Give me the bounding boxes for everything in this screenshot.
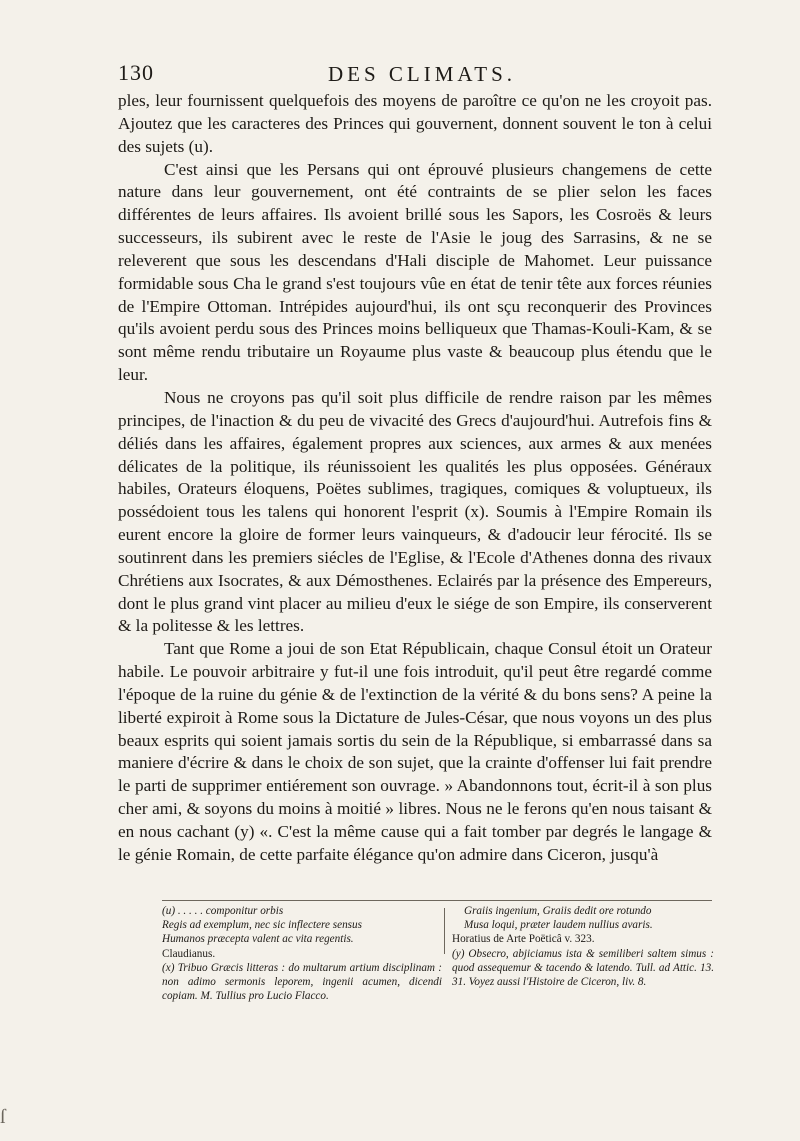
footnotes-right-column <box>452 904 714 989</box>
page-header <box>118 60 712 86</box>
page-number: 130 <box>118 60 154 85</box>
footnote-y: (y) Obsecro, abjiciamus ista & semiliberi saltem simus : quod assequemur & tacendo & latendo. Tull. ad Attic. 13. 31. Voyez aussi l'Histoire de Ciceron, liv. 8. <box>452 947 714 989</box>
footnote-column-divider <box>444 908 445 954</box>
footnote-rule <box>162 900 712 901</box>
footnote-u-line: Humanos præcepta valent ac vita regentis. <box>162 933 354 946</box>
footnote-u-line: (u) . . . . . componitur orbis <box>162 905 284 917</box>
footnote-u-line: Claudianus. <box>162 947 216 960</box>
margin-mark: ſ <box>0 1106 6 1128</box>
paragraph-continuation: ples, leur fournissent quelquefois des moyens de paroître ce qu'on ne les croyoit pas. Ajoutez que les caracteres des Princes qui gouvernent, donnent souvent le ton à celui des sujets (u). <box>118 91 712 156</box>
running-title: DES CLIMATS. <box>328 62 517 86</box>
paragraph-rome: Tant que Rome a joui de son Etat Républicain, chaque Consul étoit un Orateur habile. Le pouvoir arbitraire y fut-il une fois introduit, qu'il peut être regardé comme l'époque de la ruine du génie & de l'extinction de la vérité & du bons sens? A peine la liberté expiroit à Rome sous la Dictature de Jules-César, que nous voyons un des plus beaux esprits qui soient jamais sortis du sein de la République, si embarrassé dans sa maniere d'écrire & dans le choix de son sujet, que la crainte d'offenser lui fait prendre le parti de supprimer entiérement son ouvrage. » Abandonnons tout, écrit-il à son plus cher ami, & soyons du moins à moitié » libres. Nous ne le ferons qu'en nous taisant & en nous cachant (y) «. C'est la même cause qui a fait tomber par degrés le langage & le génie Romain, de cette parfaite élégance qu'on admire dans Ciceron, jusqu'à <box>118 639 712 864</box>
paragraph-grecs: Nous ne croyons pas qu'il soit plus difficile de rendre raison par les mêmes principes, de l'inaction & du peu de vivacité des Grecs d'aujourd'hui. Autrefois fins & déliés dans les affaires, également propres aux sciences, aux armes & aux menées délicates de la politique, ils réunissoient les qualités les plus opposées. Généraux habiles, Orateurs éloquens, Poëtes sublimes, tragiques, comiques & voluptueux, ils possédoient tous les talens qui honorent l'esprit (x). Soumis à l'Empire Romain ils eurent encore la gloire de former leurs vainqueurs, & d'adoucir leur férocité. Ils se soutinrent dans les premiers siécles de l'Eglise, & l'Ecole d'Athenes donna des rivaux Chrétiens aux Isocrates, & aux Démosthenes. Eclairés par la présence des Empereurs, dont le plus grand vint placer au milieu d'eux le siége de son Empire, ils conserverent & la politesse & les lettres. <box>118 387 712 636</box>
footnote-u-continued-line: Musa loqui, præter laudem nullius avaris. <box>464 919 653 932</box>
footnote-x: (x) Tribuo Græcis litteras : do multarum artium disciplinam : non adimo sermonis leporem, ingenii acumen, dicendi copiam. M. Tullius pro Lucio Flacco. <box>162 961 442 1003</box>
footnote-u-continued-line: Graiis ingenium, Graiis dedit ore rotundo <box>464 905 652 917</box>
footnote-u-continued-line: Horatius de Arte Poëticâ v. 323. <box>452 933 595 946</box>
body-text <box>118 90 712 867</box>
footnotes-left-column <box>162 904 442 1003</box>
footnote-u-line: Regis ad exemplum, nec sic inflectere sensus <box>162 919 362 932</box>
paragraph-persans: C'est ainsi que les Persans qui ont éprouvé plusieurs changemens de cette nature dans leur gouvernement, ont été contraints de se plier selon les faces différentes de leurs affaires. Ils avoient brillé sous les Sapors, les Cosroës & leurs successeurs, ils subirent avec le reste de l'Asie le joug des Sarrasins, & ne se releverent que sous les descendans d'Hali disciple de Mahomet. Leur puissance formidable sous Cha le grand s'est toujours vûe en état de tenir tête aux forces réunies de l'Empire Ottoman. Intrépides aujourd'hui, ils ont sçu reconquerir des Provinces qu'ils avoient perdu sous des Princes moins belliqueux que Thamas-Kouli-Kam, & se sont même rendu tributaire un Royaume plus vaste & beaucoup plus étendu que le leur. <box>118 159 712 385</box>
